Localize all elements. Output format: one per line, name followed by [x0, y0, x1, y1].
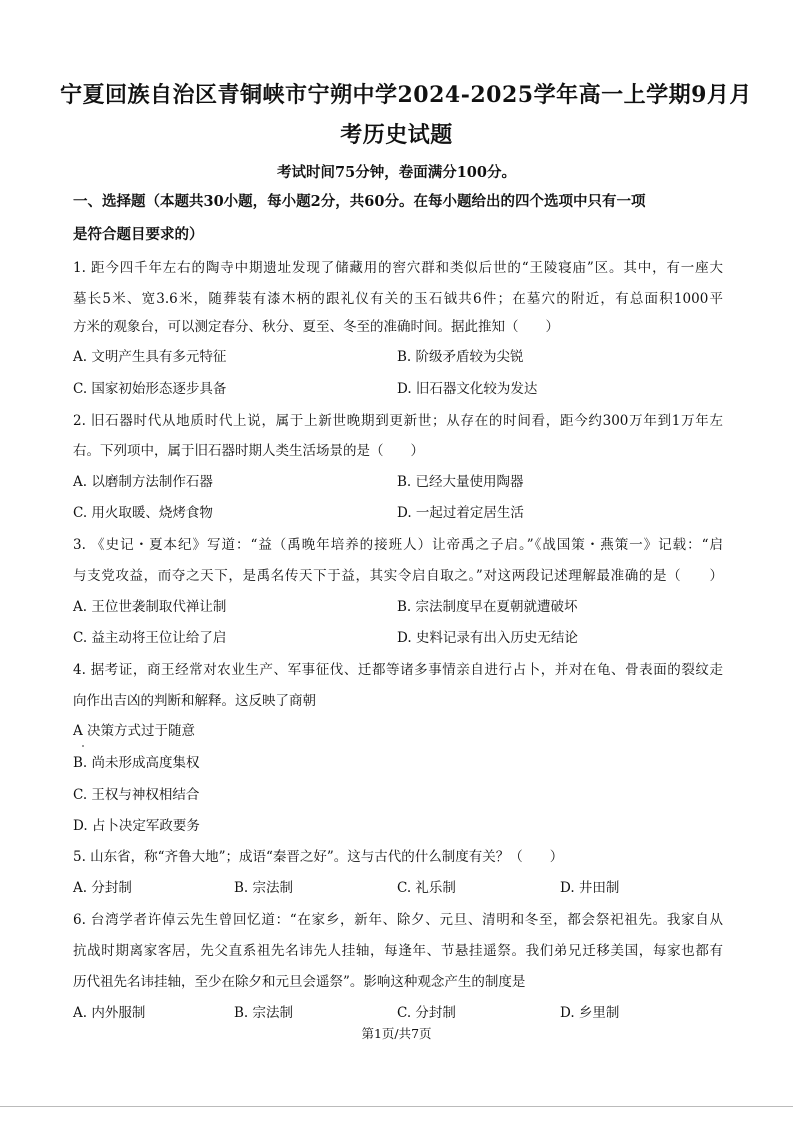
question-2-option-d: D. 一起过着定居生活	[397, 505, 524, 521]
question-1-option-d: D. 旧石器文化较为发达	[397, 381, 538, 397]
question-4-option-c: C. 王权与神权相结合	[73, 787, 200, 803]
question-6-option-b: B. 宗法制	[234, 1005, 294, 1021]
question-5-option-a: A. 分封制	[73, 880, 132, 896]
exam-subtitle: 考试时间75分钟，卷面满分100分。	[277, 164, 516, 181]
question-5-option-c: C. 礼乐制	[397, 880, 456, 896]
question-2-option-a: A. 以磨制方法制作石器	[73, 474, 213, 490]
question-1-option-a: A. 文明产生具有多元特征	[73, 349, 227, 365]
question-1-option-b: B. 阶级矛盾较为尖锐	[397, 349, 524, 365]
question-5-option-d: D. 井田制	[560, 880, 620, 896]
question-6-line2: 抗战时期离家客居，先父直系祖先名讳先人挂轴，每逢年、节悬挂遥祭。我们弟兄迁移美国，每家也都有	[73, 943, 723, 959]
question-3-line1: 3. 《史记・夏本纪》写道：“益（禹晚年培养的接班人）让帝禹之子启。”《战国策・燕策一》记载：“启	[73, 537, 723, 553]
question-4-option-b: B. 尚未形成高度集权	[73, 755, 200, 771]
section-heading-line2: 是符合题目要求的）	[73, 226, 204, 243]
question-3-option-c: C. 益主动将王位让给了启	[73, 630, 227, 646]
exam-title-line2: 考历史试题	[340, 122, 453, 148]
question-3-option-a: A. 王位世袭制取代禅让制	[73, 599, 227, 615]
question-6-line3: 历代祖先名讳挂轴，至少在除夕和元旦会遥祭”。影响这种观念产生的制度是	[73, 974, 526, 990]
question-1-option-c: C. 国家初始形态逐步具备	[73, 381, 227, 397]
question-6-line1: 6. 台湾学者许倬云先生曾回忆道：“在家乡，新年、除夕、元旦、清明和冬至，都会祭祀祖先。我家自从	[73, 912, 723, 928]
question-6-option-d: D. 乡里制	[560, 1005, 620, 1021]
question-3-option-b: B. 宗法制度早在夏朝就遭破坏	[397, 599, 578, 615]
question-5-option-b: B. 宗法制	[234, 880, 294, 896]
page-number: 第1页/共7页	[361, 1026, 432, 1041]
question-4-line1: 4. 据考证，商王经常对农业生产、军事征伐、迁都等诸多事情亲自进行占卜，并对在龟、骨表面的裂纹走	[73, 662, 723, 678]
question-3-option-d: D. 史料记录有出入历史无结论	[397, 630, 578, 646]
question-1-line1: 1. 距今四千年左右的陶寺中期遗址发现了储藏用的窖穴群和类似后世的“王陵寝庙”区。其中，有一座大	[73, 260, 723, 276]
question-2-option-c: C. 用火取暖、烧烤食物	[73, 505, 213, 521]
page-bottom-rule	[0, 1106, 793, 1107]
question-5-line1: 5. 山东省，称“齐鲁大地”；成语“秦晋之好”。这与古代的什么制度有关？（ ）	[73, 849, 564, 865]
question-2-line2: 右。下列项中，属于旧石器时期人类生活场景的是（ ）	[73, 443, 424, 459]
section-heading-line1: 一、选择题（本题共30小题，每小题2分，共60分。在每小题给出的四个选项中只有一项	[73, 193, 646, 210]
question-4-line2: 向作出吉凶的判断和解释。这反映了商朝	[73, 693, 316, 709]
question-4-option-a: A 决策方式过于随意	[73, 723, 196, 739]
question-2-option-b: B. 已经大量使用陶器	[397, 474, 524, 490]
question-3-line2: 与支党攻益，而夺之天下，是禹名传天下于益，其实令启自取之。”对这两段记述理解最准确的是（ ）	[73, 568, 723, 584]
scan-speck	[82, 745, 84, 747]
question-1-line2: 墓长5米、宽3.6米，随葬装有漆木柄的跟礼仪有关的玉石钺共6件；在墓穴的附近，有总面积1000平	[73, 291, 723, 307]
question-6-option-c: C. 分封制	[397, 1005, 456, 1021]
question-1-line3: 方米的观象台，可以测定春分、秋分、夏至、冬至的准确时间。据此推知（ ）	[73, 319, 559, 335]
question-2-line1: 2. 旧石器时代从地质时代上说，属于上新世晚期到更新世；从存在的时间看，距今约300万年到1万年左	[73, 413, 723, 429]
question-6-option-a: A. 内外服制	[73, 1005, 146, 1021]
question-4-option-d: D. 占卜决定军政要务	[73, 818, 200, 834]
exam-title-line1: 宁夏回族自治区青铜峡市宁朔中学2024-2025学年高一上学期9月月	[60, 82, 752, 108]
